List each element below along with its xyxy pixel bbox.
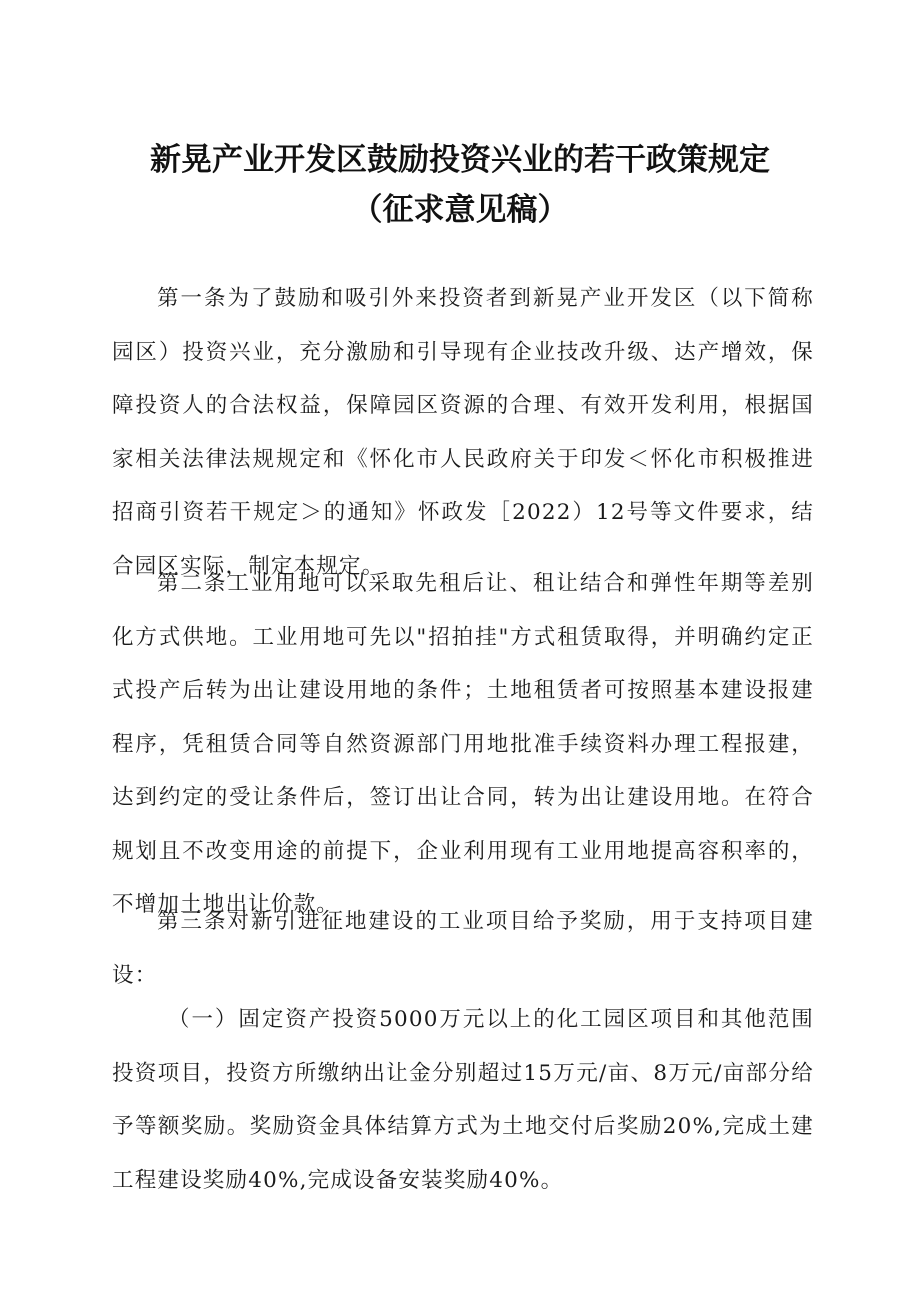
document-title: 新晃产业开发区鼓励投资兴业的若干政策规定 bbox=[150, 142, 770, 178]
article-2-paragraph: 第二条工业用地可以采取先租后让、租让结合和弹性年期等差别化方式供地。工业用地可先以"招拍挂"方式租赁取得，并明确约定正式投产后转为出让建设用地的条件；土地租赁者可按照基本建设报建程序，凭租赁合同等自然资源部门用地批准手续资料办理工程报建，达到约定的受让条件后，签订出让合同，转为出让建设用地。在符合规划且不改变用途的前提下，企业利用现有工业用地提高容积率的，不增加土地出让价款。 bbox=[112, 571, 814, 917]
document-subtitle: （征求意见稿） bbox=[351, 192, 569, 228]
article-3-paragraph: 第三条对新引进征地建设的工业项目给予奖励，用于支持项目建设： bbox=[112, 909, 814, 988]
article-3-item-1-paragraph: （一）固定资产投资5000万元以上的化工园区项目和其他范围投资项目，投资方所缴纳出让金分别超过15万元/亩、8万元/亩部分给予等额奖励。奖励资金具体结算方式为土地交付后奖励20%,完成土建工程建设奖励40%,完成设备安装奖励40%。 bbox=[112, 1007, 814, 1193]
article-1-paragraph: 第一条为了鼓励和吸引外来投资者到新晃产业开发区（以下简称园区）投资兴业，充分激励和引导现有企业技改升级、达产增效，保障投资人的合法权益，保障园区资源的合理、有效开发利用，根据国家相关法律法规规定和《怀化市人民政府关于印发＜怀化市积极推进招商引资若干规定＞的通知》怀政发［2022）12号等文件要求，结合园区实际，制定本规定。 bbox=[112, 286, 814, 579]
